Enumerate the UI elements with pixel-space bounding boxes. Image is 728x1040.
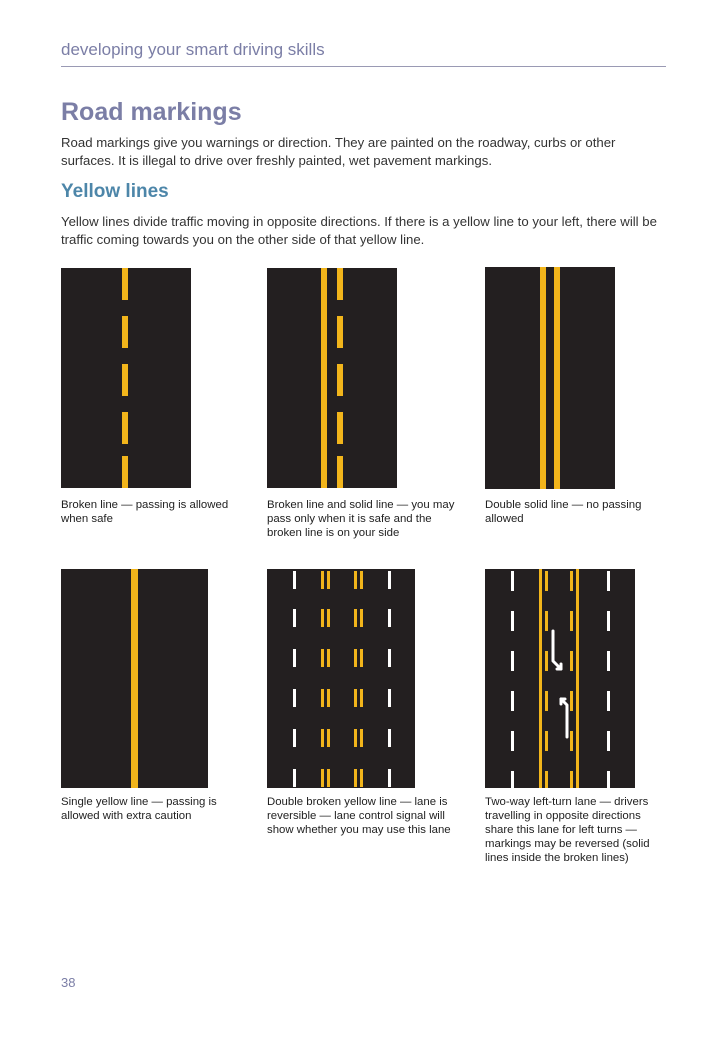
road-two-way-left-turn-lane-illustration bbox=[485, 569, 635, 788]
road-broken-and-solid-line-illustration bbox=[267, 268, 397, 488]
caption-reversible-lane: Double broken yellow line — lane is reversible — lane control signal will show whether you may use this lane bbox=[267, 796, 451, 836]
section-title: Road markings bbox=[61, 98, 242, 126]
road-single-yellow-line-illustration bbox=[61, 569, 208, 788]
caption-single-yellow-line: Single yellow line — passing is allowed with extra caution bbox=[61, 796, 217, 822]
running-header: developing your smart driving skills bbox=[61, 40, 666, 67]
subsection-title: Yellow lines bbox=[61, 181, 169, 202]
caption-two-way-left-turn-lane: Two-way left-turn lane — drivers travelling in opposite directions share this lane for left turns — markings may be reversed (solid lines inside the broken lines) bbox=[485, 796, 650, 864]
section-intro: Road markings give you warnings or direction. They are painted on the roadway, curbs or other surfaces. It is illegal to drive over freshly painted, wet pavement markings. bbox=[61, 135, 616, 168]
road-reversible-lane-illustration bbox=[267, 569, 415, 788]
page-number: 38 bbox=[61, 975, 76, 990]
subsection-intro: Yellow lines divide traffic moving in opposite directions. If there is a yellow line to your left, there will be traffic coming towards you on the other side of that yellow line. bbox=[61, 214, 657, 247]
caption-broken-line: Broken line — passing is allowed when safe bbox=[61, 499, 229, 525]
caption-double-solid-line: Double solid line — no passing allowed bbox=[485, 499, 642, 525]
road-broken-line-illustration bbox=[61, 268, 191, 488]
road-double-solid-line-illustration bbox=[485, 267, 615, 489]
caption-broken-and-solid-line: Broken line and solid line — you may pass only when it is safe and the broken line is on your side bbox=[267, 499, 455, 539]
